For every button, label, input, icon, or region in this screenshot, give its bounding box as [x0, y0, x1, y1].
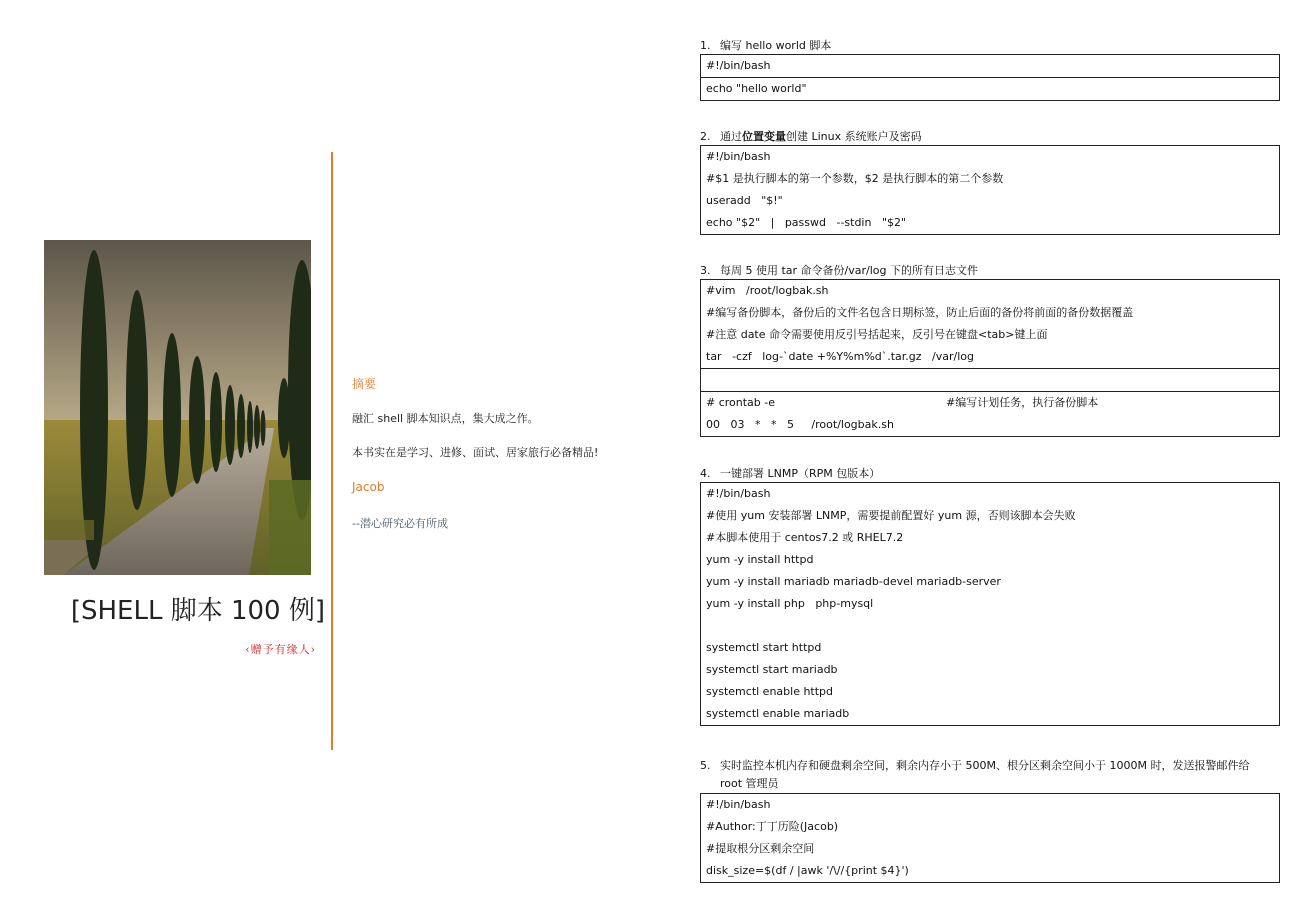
code-line: 00 03 * * 5 /root/logbak.sh	[706, 418, 894, 431]
code-line: #Author:丁丁历险(Jacob)	[706, 820, 839, 833]
abstract-heading: 摘要	[352, 377, 377, 391]
code-line: yum -y install httpd	[706, 553, 814, 566]
section-1-title	[700, 38, 1280, 53]
section-3-title	[700, 263, 1280, 278]
section-5-title-line2	[700, 775, 1280, 792]
code-line: #提取根分区剩余空间	[706, 842, 815, 855]
book-subtitle: ‹赠予有缘人›	[245, 643, 316, 656]
code-line: #!/bin/bash	[706, 150, 771, 163]
code-line: echo "$2" | passwd --stdin "$2"	[706, 216, 907, 229]
section-2-title-bold: 位置变量	[742, 130, 786, 143]
code-line: echo "hello world"	[701, 77, 1279, 100]
code-line: #使用 yum 安装部署 LNMP，需要提前配置好 yum 源，否则该脚本会失败	[706, 509, 1076, 522]
code-line: systemctl enable httpd	[706, 685, 834, 698]
script-examples-page	[700, 38, 1280, 883]
code-line: #$1 是执行脚本的第一个参数，$2 是执行脚本的第二个参数	[706, 172, 1004, 185]
code-line: tar -czf log-`date +%Y%m%d`.tar.gz /var/log	[706, 350, 975, 363]
cypress-road-illustration	[44, 240, 311, 575]
abstract-text-2: 本书实在是学习、进修、面试、居家旅行必备精品!	[352, 446, 599, 459]
section-1-code-box	[700, 54, 1280, 101]
section-5-code-box	[700, 793, 1280, 883]
code-line-blank	[701, 615, 1279, 637]
book-title: [SHELL 脚本 100 例]	[70, 596, 325, 626]
section-5-number: 5.	[700, 759, 711, 772]
cover-photo-cypress-road	[44, 240, 311, 575]
author-name: Jacob	[352, 480, 385, 494]
code-line-cron	[701, 391, 1279, 414]
section-4-number: 4.	[700, 467, 711, 480]
cron-comment: #编写计划任务，执行备份脚本	[946, 396, 1099, 409]
section-2-code-box	[700, 145, 1280, 235]
code-line: systemctl start httpd	[706, 641, 822, 654]
section-3-code-box	[700, 279, 1280, 437]
abstract-text-1: 融汇 shell 脚本知识点，集大成之作。	[352, 412, 539, 425]
code-line: systemctl start mariadb	[706, 663, 838, 676]
section-1-number: 1.	[700, 39, 711, 52]
section-4-title	[700, 466, 1280, 481]
code-line: #编写备份脚本，备份后的文件名包含日期标签，防止后面的备份将前面的备份数据覆盖	[706, 306, 1134, 319]
code-line: #!/bin/bash	[706, 59, 771, 72]
code-line: useradd "$!"	[706, 194, 783, 207]
section-4-title-text: 一键部署 LNMP（RPM 包版本）	[720, 467, 881, 480]
section-2-title-pre: 通过	[720, 130, 742, 143]
section-2-number: 2.	[700, 130, 711, 143]
code-line-blank	[701, 368, 1279, 391]
code-line: disk_size=$(df / |awk '/\//{print $4}')	[706, 864, 909, 877]
code-line: #!/bin/bash	[706, 487, 771, 500]
section-3-number: 3.	[700, 264, 711, 277]
code-line: #!/bin/bash	[706, 798, 771, 811]
code-line: yum -y install php php-mysql	[706, 597, 874, 610]
code-line: systemctl enable mariadb	[706, 707, 850, 720]
section-2-title	[700, 129, 1280, 144]
code-line: #本脚本使用于 centos7.2 或 RHEL7.2	[706, 531, 904, 544]
cron-command: # crontab -e	[706, 396, 776, 409]
code-line: #注意 date 命令需要使用反引号括起来，反引号在键盘<tab>键上面	[706, 328, 1048, 341]
code-line: yum -y install mariadb mariadb-devel mariadb-server	[706, 575, 1001, 588]
section-3-title-text: 每周 5 使用 tar 命令备份/var/log 下的所有日志文件	[720, 264, 979, 277]
section-4-code-box	[700, 482, 1280, 726]
code-line: #vim /root/logbak.sh	[706, 284, 829, 297]
author-motto: --潜心研究必有所成	[352, 517, 448, 530]
section-1-title-text: 编写 hello world 脚本	[720, 39, 832, 52]
section-5-title-text-2: root 管理员	[720, 777, 779, 790]
section-5-title	[700, 756, 1280, 775]
section-2-title-post: 创建 Linux 系统账户及密码	[786, 130, 922, 143]
vertical-divider	[331, 152, 333, 750]
section-5-title-text: 实时监控本机内存和硬盘剩余空间，剩余内存小于 500M、根分区剩余空间小于 1000M 时，发送报警邮件给	[720, 759, 1250, 772]
